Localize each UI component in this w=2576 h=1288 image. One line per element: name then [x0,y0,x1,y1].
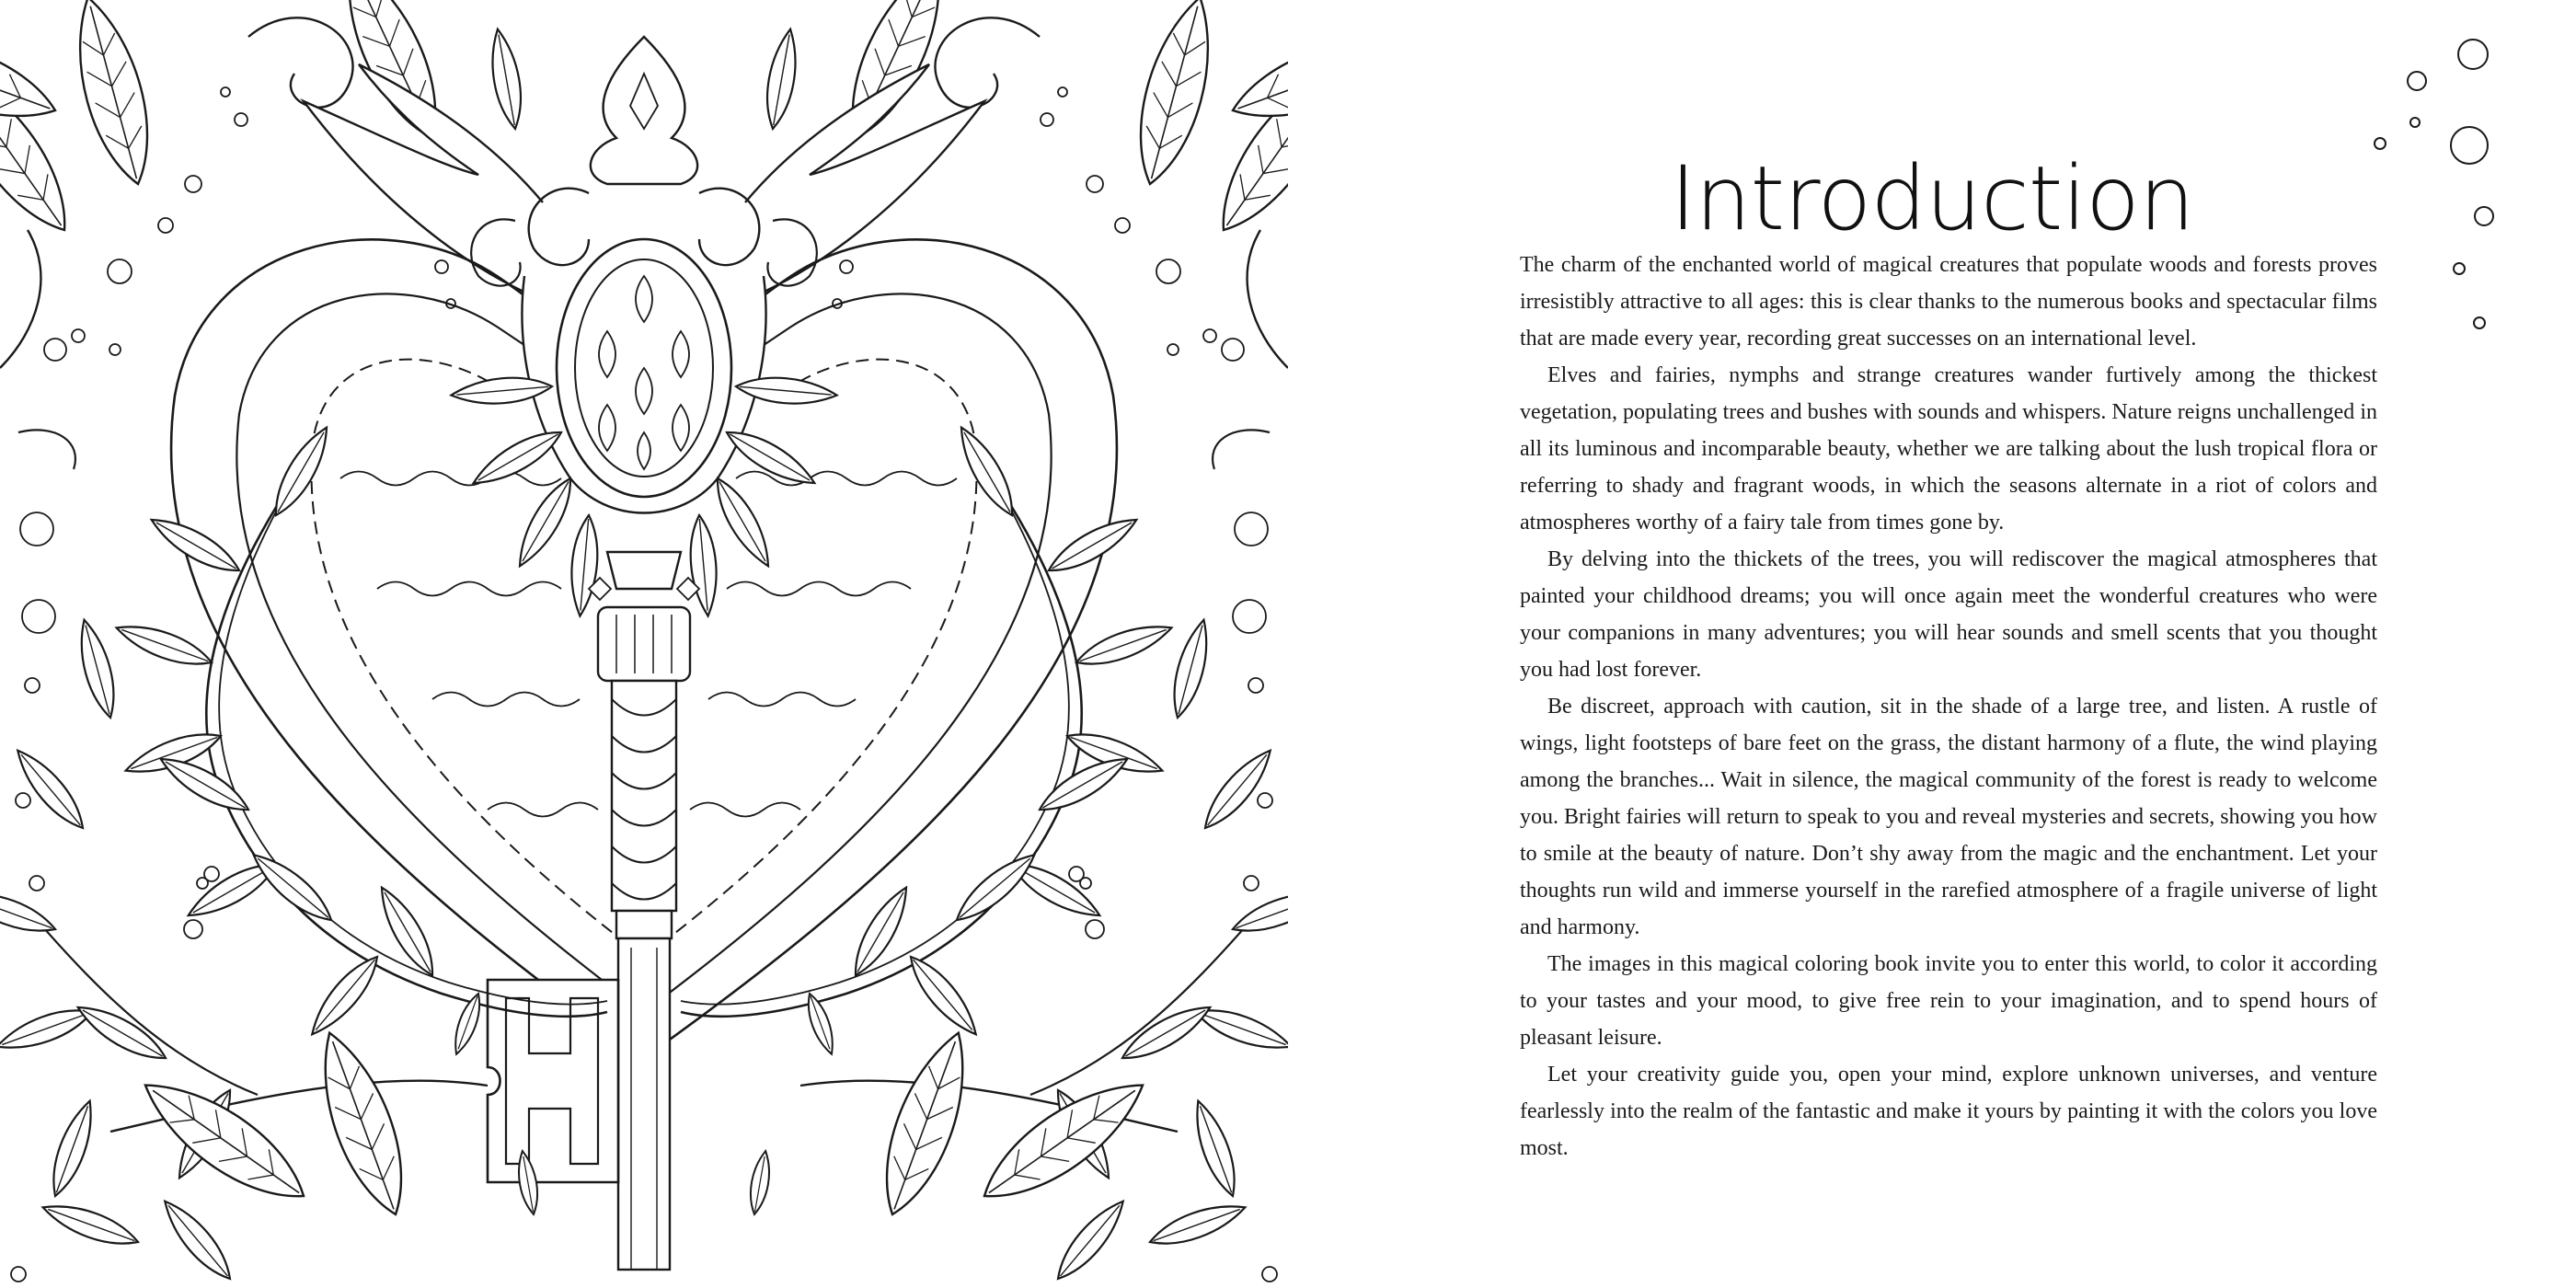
introduction-body [1520,247,2377,1167]
paragraph: Elves and fairies, nymphs and strange creatures wander furtively among the thickest vegetation, populating trees and bushes with sounds and whispers. Nature reigns unchallenged in all its luminous and incomparable beauty, whether we are talking about the lush tropical flora or referring to shady and fragrant woods, in which the seasons alternate in a riot of colors and atmospheres worthy of a fairy tale from times gone by. [1520,363,2377,535]
paragraph: The images in this magical coloring book invite you to enter this world, to color it according to your tastes and your mood, to give free rein to your imagination, and to spend hours of pleasant leisure. [1520,952,2377,1050]
page-title: Introduction [1670,147,2194,251]
introduction-page [1288,0,2576,1288]
paragraph: Be discreet, approach with caution, sit in the shade of a large tree, and listen. A rustle of wings, light footsteps of bare feet on the grass, the distant harmony of a flute, the wind playing among the branches... Wait in silence, the magical community of the forest is ready to welcome you. Bright fairies will return to speak to you and reveal mysteries and secrets, showing you how to smile at the beauty of nature. Don’t shy away from the magic and the enchantment. Let your thoughts run wild and immerse yourself in the rarefied atmosphere of a fragile universe of light and harmony. [1520,695,2377,939]
paragraph: The charm of the enchanted world of magical creatures that populate woods and forests proves irresistibly attractive to all ages: this is clear thanks to the numerous books and spectacular films that are made every year, recording great successes on an international level. [1520,253,2377,351]
paragraph: Let your creativity guide you, open your mind, explore unknown universes, and venture fearlessly into the realm of the fantastic and make it yours by painting it with the colors you love most. [1520,1063,2377,1160]
paragraph: By delving into the thickets of the trees, you will rediscover the magical atmospheres that painted your childhood dreams; you will once again meet the wonderful creatures who were your companions in many adventures; you will hear sounds and smell scents that you thought you had lost forever. [1520,547,2377,682]
